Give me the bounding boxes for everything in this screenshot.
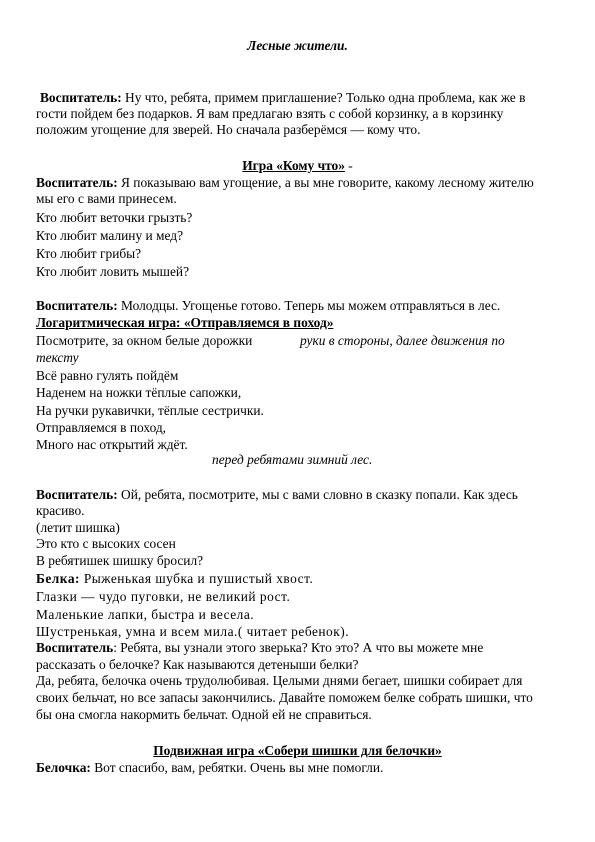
paragraph-line: рассказать о белочке? Как называются детеныши белки? bbox=[36, 657, 359, 672]
paragraph-line: положим угощение для зверей. Но сначала разберёмся — кому что. bbox=[36, 122, 421, 137]
paragraph-line: гости пойдем без подарков. Я вам предлагаю взять с собой корзинку, а в корзинку bbox=[36, 106, 504, 121]
poem-line: Отправляемся в поход, bbox=[36, 420, 167, 435]
game-heading: Игра «Кому что» - bbox=[242, 158, 353, 173]
paragraph-line: Воспитатель: Ребята, вы узнали этого зверька? Кто это? А что вы можете мне bbox=[36, 640, 484, 655]
poem-line: Глазки — чудо пуговки, не великий рост. bbox=[36, 589, 291, 604]
poem-line: Всё равно гулять пойдём bbox=[36, 368, 179, 383]
paragraph-line: (летит шишка) bbox=[36, 520, 120, 535]
paragraph-line: Белка: Рыженькая шубка и пушистый хвост. bbox=[36, 571, 314, 586]
paragraph-line: В ребятишек шишку бросил? bbox=[36, 553, 204, 568]
paragraph-line: Да, ребята, белочка очень трудолюбивая. Целыми днями бегает, шишки собирает для bbox=[36, 673, 523, 688]
paragraph-line: мы его с вами принесем. bbox=[36, 191, 177, 206]
speaker-label: Воспитатель: bbox=[36, 175, 118, 190]
speaker-label: Воспитатель: bbox=[36, 487, 118, 502]
speaker-label: Воспитатель bbox=[36, 640, 114, 655]
question-line: Кто любит малину и мед? bbox=[36, 228, 184, 243]
question-line: Кто любит грибы? bbox=[36, 246, 142, 261]
poem-line: Наденем на ножки тёплые сапожки, bbox=[36, 385, 242, 400]
poem-line: Маленькие лапки, быстра и весела. bbox=[36, 607, 255, 622]
paragraph-line: красиво. bbox=[36, 503, 85, 518]
poem-line: Посмотрите, за окном белые дорожки bbox=[36, 333, 253, 348]
poem-line: Много нас открытий ждёт. bbox=[36, 437, 188, 452]
paragraph-line: Это кто с высоких сосен bbox=[36, 536, 176, 551]
poem-line: На ручки рукавички, тёплые сестрички. bbox=[36, 403, 264, 418]
speaker-label: Воспитатель: bbox=[40, 90, 122, 105]
speaker-label: Белка: bbox=[36, 571, 80, 586]
speaker-label: Воспитатель: bbox=[36, 298, 118, 313]
game-heading: Логаритмическая игра: «Отправляемся в поход» bbox=[36, 315, 334, 330]
paragraph-line: Воспитатель: Молодцы. Угощенье готово. Теперь мы можем отправляться в лес. bbox=[36, 298, 501, 313]
question-line: Кто любит веточки грызть? bbox=[36, 210, 193, 225]
stage-direction: руки в стороны, далее движения по bbox=[300, 333, 505, 348]
paragraph-line: Воспитатель: Ой, ребята, посмотрите, мы с вами словно в сказку попали. Как здесь bbox=[36, 487, 518, 502]
paragraph-line: своих бельчат, но все запасы закончились. Давайте поможем белке собрать шишки, что bbox=[36, 690, 533, 705]
document-title: Лесные жители. bbox=[247, 38, 348, 53]
speaker-label: Белочка: bbox=[36, 760, 91, 775]
paragraph-line: Белочка: Вот спасибо, вам, ребятки. Очень вы мне помогли. bbox=[36, 760, 384, 775]
stage-direction: тексту bbox=[36, 350, 79, 365]
paragraph-line: бы она смогла накормить бельчат. Одной ей не справиться. bbox=[36, 707, 372, 722]
stage-direction: перед ребятами зимний лес. bbox=[212, 452, 373, 467]
question-line: Кто любит ловить мышей? bbox=[36, 264, 190, 279]
game-heading: Подвижная игра «Собери шишки для белочки» bbox=[153, 743, 442, 758]
paragraph-line: Воспитатель: Я показываю вам угощение, а вы мне говорите, какому лесному жителю bbox=[36, 175, 534, 190]
paragraph-line: Воспитатель: Ну что, ребята, примем приглашение? Только одна проблема, как же в bbox=[40, 90, 526, 105]
poem-line: Шустренькая, умна и всем мила.( читает ребенок). bbox=[36, 624, 350, 639]
